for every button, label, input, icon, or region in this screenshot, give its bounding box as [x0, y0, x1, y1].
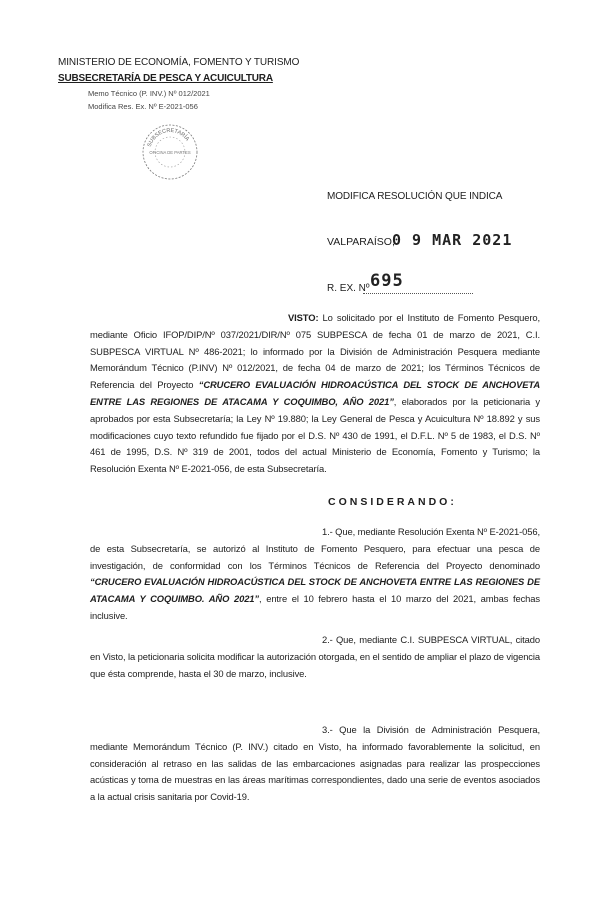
place: VALPARAÍSO, — [327, 236, 395, 248]
project-title: “CRUCERO EVALUACIÓN HIDROACÚSTICA DEL STOCK DE ANCHOVETA ENTRE LAS REGIONES DE ATACAMA Y COQUIMBO. AÑO 2021” — [90, 576, 540, 605]
resolution-number: 695 — [370, 271, 404, 291]
ministry-header: MINISTERIO DE ECONOMÍA, FOMENTO Y TURISMO — [58, 57, 300, 68]
considerando-text: , entre el 10 febrero hasta el 10 marzo del 2021, ambas fechas inclusive. — [90, 593, 540, 621]
stamp-ring-text: SUBSECRETARÍA — [146, 127, 191, 148]
considerando-text: 1.- Que, mediante Resolución Exenta Nº E-2021-056, de esta Subsecretaría, se autorizó al Instituto de Fomento Pesquero, para efectuar una pesca de investigación, de conformidad con los Términos Técnicos de Referencia del Proyecto denominado — [90, 526, 540, 571]
document-subject: MODIFICA RESOLUCIÓN QUE INDICA — [327, 191, 503, 202]
considerando-item — [90, 524, 540, 625]
stamp-inner-text: OFICINA DE PARTES — [149, 150, 191, 155]
reference-line: Memo Técnico (P. INV.) Nº 012/2021 — [88, 89, 210, 98]
considerando-item — [90, 722, 540, 806]
visto-label: VISTO: — [288, 312, 319, 323]
considerando-heading: CONSIDERANDO: — [328, 496, 457, 508]
visto-paragraph — [90, 310, 540, 478]
office-stamp — [138, 120, 202, 184]
considerando-item — [90, 632, 540, 682]
visto-text: Lo solicitado por el Instituto de Fomento Pesquero, mediante Oficio IFOP/DIP/Nº 037/2021/DIR/Nº 075 SUBPESCA de fecha 01 de marzo de 2021, C.I. SUBPESCA VIRTUAL Nº 486-2021; lo informado por la División de Administración Pesquera mediante Memorándum Técnico (P.INV) Nº 012/2021, de fecha 04 de marzo de 2021; los Términos Técnicos de Referencia del Proyecto — [90, 312, 540, 391]
project-title: “CRUCERO EVALUACIÓN HIDROACÚSTICA DEL STOCK DE ANCHOVETA ENTRE LAS REGIONES DE ATACAMA Y COQUIMBO, AÑO 2021” — [90, 379, 540, 407]
resolution-label: R. EX. Nº — [327, 283, 370, 294]
considerando-text: 3.- Que la División de Administración Pesquera, mediante Memorándum Técnico (P. INV.) citado en Visto, ha informado favorablemente la solicitud, en consideración al retraso en las salidas de las embarcaciones asignadas para realizar las prospecciones acústicas y toma de muestras en las áreas marítimas correspondientes, dado una serie de eventos asociados a la actual crisis sanitaria por Covid-19. — [90, 724, 540, 803]
resolution-underline — [363, 293, 473, 294]
date-stamp: 0 9 MAR 2021 — [392, 231, 513, 249]
considerando-text: 2.- Que, mediante C.I. SUBPESCA VIRTUAL, citado en Visto, la peticionaria solicita modificar la autorización otorgada, en el sentido de ampliar el plazo de vigencia que ésta comprende, hasta el 30 de marzo, inclusive. — [90, 634, 540, 679]
subsecretaria-header: SUBSECRETARÍA DE PESCA Y ACUICULTURA — [58, 73, 273, 84]
reference-line: Modifica Res. Ex. Nº E-2021-056 — [88, 102, 198, 111]
visto-text: , elaborados por la peticionaria y aprobados por esta Subsecretaría; la Ley Nº 19.880; la Ley General de Pesca y Acuicultura Nº 18.892 y sus modificaciones cuyo texto refundido fue fijado por el D.S. Nº 430 de 1991, el D.F.L. Nº 5 de 1983, el D.S. Nº 461 de 1995, D.S. Nº 319 de 2001, todos del actual Ministerio de Economía, Fomento y Turismo; la Resolución Exenta Nº E-2021-056, de esta Subsecretaría. — [90, 395, 540, 475]
